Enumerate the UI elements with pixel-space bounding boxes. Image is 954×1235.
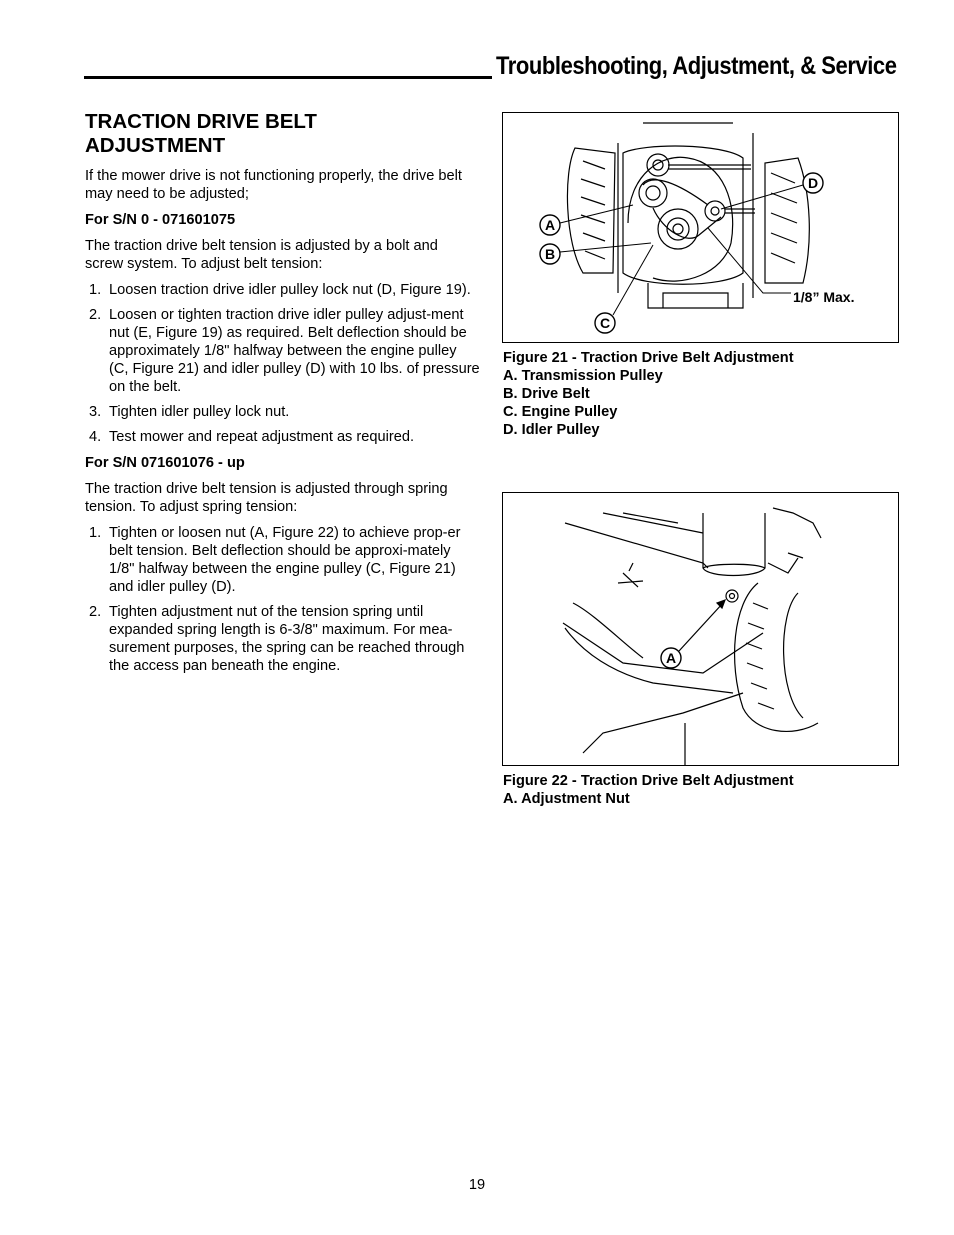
label-c: C	[599, 315, 611, 331]
figure-22-leader	[679, 600, 725, 651]
figure-21-legend-d: D. Idler Pulley	[503, 422, 600, 438]
section-title	[85, 110, 480, 158]
section-title-line2: ADJUSTMENT	[85, 134, 226, 157]
bolt-system-paragraph: The traction drive belt tension is adjusted by a bolt and screw system. To adjust belt tension:	[85, 238, 438, 272]
intro-paragraph: If the mower drive is not functioning properly, the drive belt may need to be adjusted;	[85, 168, 462, 202]
figure-22-caption-title: Figure 22 - Traction Drive Belt Adjustment	[503, 773, 794, 789]
header-rule	[84, 76, 492, 79]
figure-21-legend-a: A. Transmission Pulley	[503, 368, 663, 384]
figure-22-drawing	[503, 493, 898, 765]
figure-22-caption	[503, 772, 794, 808]
figure-21-caption	[503, 349, 794, 439]
list-item: 1. Tighten or loosen nut (A, Figure 22) to achieve prop-er belt tension. Belt deflection should be approxi-mately 1/8" halfway between the engine pulley (C, Figure 21) and idler pulley (D).	[89, 525, 461, 595]
list-item: 4. Test mower and repeat adjustment as required.	[89, 429, 415, 445]
steps-list-2	[85, 524, 480, 675]
label-a: A	[665, 650, 677, 666]
figure-21-legend-b: B. Drive Belt	[503, 386, 590, 402]
serial-heading-1: For S/N 0 - 071601075	[85, 212, 236, 228]
page-number: 19	[468, 1177, 486, 1193]
list-item: 1. Loosen traction drive idler pulley lock nut (D, Figure 19).	[89, 282, 471, 298]
page-header-title: Troubleshooting, Adjustment, & Service	[496, 52, 897, 80]
list-item: 2. Tighten adjustment nut of the tension spring until expanded spring length is 6-3/8" maximum. For mea-surement purposes, the spring can be reached through the access pan beneath the engine.	[89, 604, 465, 674]
figure-21-drawing	[503, 113, 898, 342]
serial-heading-2: For S/N 071601076 - up	[85, 455, 245, 471]
spring-tension-paragraph: The traction drive belt tension is adjusted through spring tension. To adjust spring tension:	[85, 481, 448, 515]
figure-21-leaders	[560, 185, 803, 315]
figure-21-illustration	[502, 112, 899, 343]
list-item: 3. Tighten idler pulley lock nut.	[89, 404, 290, 420]
figure-22-legend-a: A. Adjustment Nut	[503, 791, 630, 807]
steps-list-1	[85, 281, 480, 446]
figure-22-labels	[661, 648, 681, 668]
label-b: B	[544, 246, 556, 262]
figure-21-caption-title: Figure 21 - Traction Drive Belt Adjustment	[503, 350, 794, 366]
figure-21-legend-c: C. Engine Pulley	[503, 404, 618, 420]
section-title-line1: TRACTION DRIVE BELT	[85, 110, 317, 133]
figure-22-illustration	[502, 492, 899, 766]
label-a: A	[544, 217, 556, 233]
max-deflection-label: 1/8” Max.	[793, 289, 855, 305]
left-column	[85, 110, 480, 683]
list-item: 2. Loosen or tighten traction drive idler pulley adjust-ment nut (E, Figure 19) as required. Belt deflection should be approximately 1/8" halfway between the engine pulley (C, Figure 21) and idler pulley (D) with 10 lbs. of pressure on the belt.	[89, 307, 480, 395]
label-d: D	[807, 175, 819, 191]
